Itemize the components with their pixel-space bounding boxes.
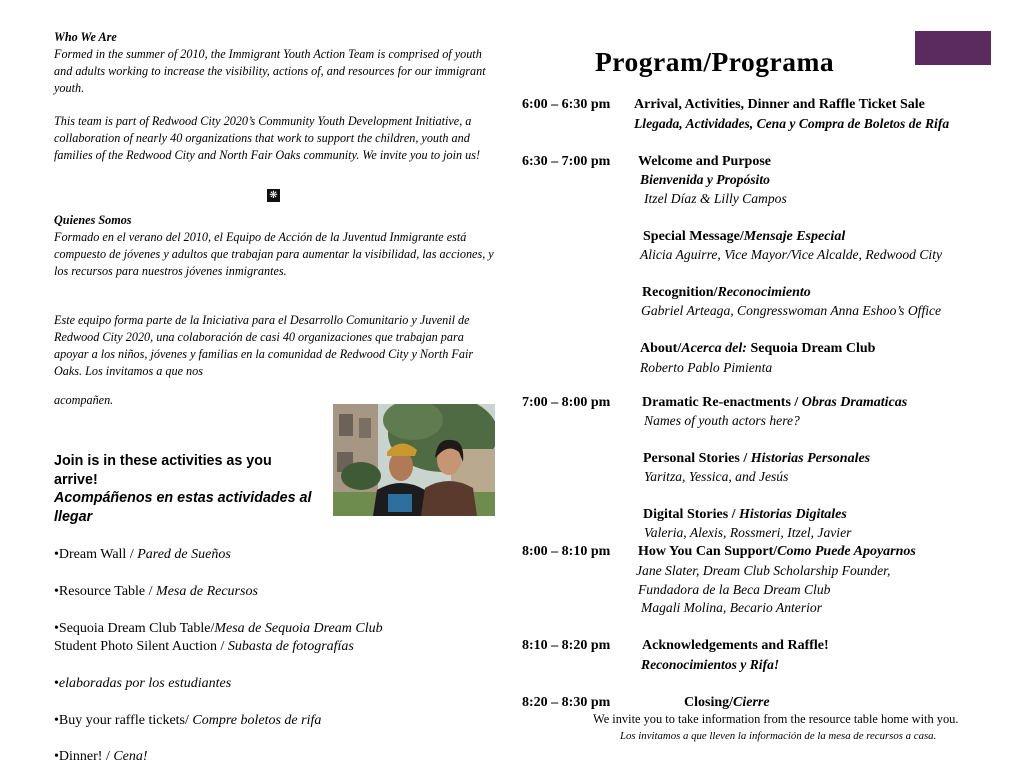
special-en: Special Message/ — [643, 229, 744, 244]
activity-es: Mesa de Recursos — [156, 584, 258, 599]
activity-es: elaboradas por los estudiantes — [58, 676, 232, 691]
activity-en: •Sequoia Dream Club Table/ — [54, 621, 215, 636]
accent-bar — [915, 31, 991, 65]
join-activities-heading — [54, 452, 314, 526]
item-acknowledgements-es: Reconocimientos y Rifa! — [641, 657, 780, 672]
item-recognition — [642, 284, 811, 302]
about-es: Acerca del: — [681, 341, 747, 356]
about-club: Sequoia Dream Club — [750, 341, 876, 356]
time-700: 7:00 – 8:00 pm — [522, 395, 611, 410]
equipo-tail: acompañen. — [54, 393, 114, 407]
activity-raffle-tickets — [54, 712, 484, 730]
equipo-body: Este equipo forma parte de la Iniciativa para el Desarrollo Comunitario y Juvenil de Redwood City 2020, una colaboración de casi 40 organizaciones que trabajan para apoyar a los niños, jóvenes y familias en la comunidad de Redwood City y North Fair Oaks. Los invitamos a que nos — [54, 313, 474, 378]
activity-es: Subasta de fotografías — [227, 639, 354, 654]
activity-student-made — [54, 675, 484, 693]
item-personal-stories — [643, 450, 870, 468]
join-heading-en: Join is in these activities as you arrive! — [54, 453, 272, 488]
activity-en: •Dinner! / — [54, 749, 114, 764]
recognition-en: Recognition/ — [642, 285, 718, 300]
activity-resource-table — [54, 583, 484, 601]
digital-es: Historias Digitales — [739, 507, 847, 522]
dramatic-es: Obras Dramaticas — [801, 395, 908, 410]
about-en: About/ — [640, 341, 682, 356]
activity-en: •Resource Table / — [54, 584, 157, 599]
closing-en: Closing/ — [684, 695, 734, 710]
item-dramatic-people: Names of youth actors here? — [644, 413, 800, 428]
activity-en: •Dream Wall / — [54, 547, 138, 562]
item-special-people: Alicia Aguirre, Vice Mayor/Vice Alcalde, Redwood City — [640, 247, 943, 262]
activity-en: •Buy your raffle tickets/ — [54, 713, 193, 728]
quienes-somos-section — [54, 212, 494, 280]
activity-es: Mesa de Sequoia Dream Club — [214, 621, 383, 636]
who-we-are-body: Formed in the summer of 2010, the Immigrant Youth Action Team is comprised of youth and adults working to increase the visibility, actions of, and resources for our immigrant youth. — [54, 47, 486, 95]
item-support-people-2: Fundadora de la Beca Dream Club — [638, 582, 831, 597]
item-acknowledgements-en: Acknowledgements and Raffle! — [642, 638, 829, 653]
time-820: 8:20 – 8:30 pm — [522, 695, 611, 710]
item-about — [640, 340, 875, 358]
item-support — [638, 543, 916, 561]
program-title: Program/Programa — [595, 46, 835, 77]
activity-photo-auction — [54, 638, 484, 656]
time-800: 8:00 – 8:10 pm — [522, 544, 611, 559]
personal-en: Personal Stories / — [643, 451, 748, 466]
item-welcome-en: Welcome and Purpose — [638, 154, 771, 169]
dramatic-en: Dramatic Re-enactments / — [642, 395, 799, 410]
digital-en: Digital Stories / — [643, 507, 736, 522]
item-about-people: Roberto Pablo Pimienta — [640, 360, 773, 375]
youth-photo — [333, 404, 495, 516]
youth-photo-illustration — [333, 404, 495, 516]
item-support-people-1: Jane Slater, Dream Club Scholarship Founder, — [636, 563, 891, 578]
recognition-es: Reconocimiento — [717, 285, 811, 300]
activity-es: Pared de Sueños — [137, 547, 231, 562]
closing-es: Cierre — [733, 695, 770, 710]
item-closing — [684, 694, 770, 712]
item-digital-people: Valeria, Alexis, Rossmeri, Itzel, Javier — [644, 525, 852, 540]
item-support-people-3: Magali Molina, Becario Anterior — [641, 600, 822, 615]
item-arrival-es: Llegada, Actividades, Cena y Compra de Boletos de Rifa — [634, 116, 950, 131]
time-630: 6:30 – 7:00 pm — [522, 154, 611, 169]
join-heading-es: Acompáñenos en estas actividades al llegar — [54, 490, 312, 525]
activity-dream-wall — [54, 546, 484, 564]
item-recognition-people: Gabriel Arteaga, Congresswoman Anna Eshoo’s Office — [641, 303, 942, 318]
item-dramatic — [642, 394, 907, 412]
support-es: Como Puede Apoyarnos — [777, 544, 916, 559]
activity-en: • — [54, 676, 59, 691]
activity-en: Student Photo Silent Auction / — [54, 639, 228, 654]
support-en: How You Can Support/ — [638, 544, 778, 559]
quienes-somos-body: Formado en el verano del 2010, el Equipo de Acción de la Juventud Inmigrante está compuesto de jóvenes y adultos que trabajan para aumentar la visibilidad, las acciones, y los recursos para nuestros jóvenes inmigrantes. — [54, 230, 494, 278]
closing-note-en: We invite you to take information from the resource table home with you. — [593, 712, 959, 726]
item-special-message — [643, 228, 845, 246]
activity-es: Compre boletos de rifa — [192, 713, 322, 728]
item-digital-stories — [643, 506, 847, 524]
item-personal-people: Yaritza, Yessica, and Jesús — [644, 469, 789, 484]
personal-es: Historias Personales — [750, 451, 871, 466]
item-arrival-en: Arrival, Activities, Dinner and Raffle Ticket Sale — [634, 97, 925, 112]
who-we-are-section — [54, 29, 494, 97]
item-welcome-people: Itzel Díaz & Lilly Campos — [644, 191, 787, 206]
quienes-somos-heading: Quienes Somos — [54, 213, 132, 227]
who-we-are-heading: Who We Are — [54, 30, 117, 44]
closing-note-es: Los invitamos a que lleven la información de la mesa de recursos a casa. — [620, 730, 937, 742]
special-es: Mensaje Especial — [743, 229, 846, 244]
time-600: 6:00 – 6:30 pm — [522, 97, 611, 112]
item-welcome-es: Bienvenida y Propósito — [640, 172, 770, 187]
activity-es: Cena! — [113, 749, 148, 764]
time-810: 8:10 – 8:20 pm — [522, 638, 611, 653]
team-body: This team is part of Redwood City 2020’s Community Youth Development Initiative, a collaboration of nearly 40 organizations that work to support the children, youth and families of the Redwood City and North Fair Oaks community. We invite you to join us! — [54, 114, 481, 162]
activity-dream-club-table — [54, 620, 484, 638]
activity-dinner — [54, 748, 484, 766]
ornament-icon: ❋ — [267, 189, 280, 202]
